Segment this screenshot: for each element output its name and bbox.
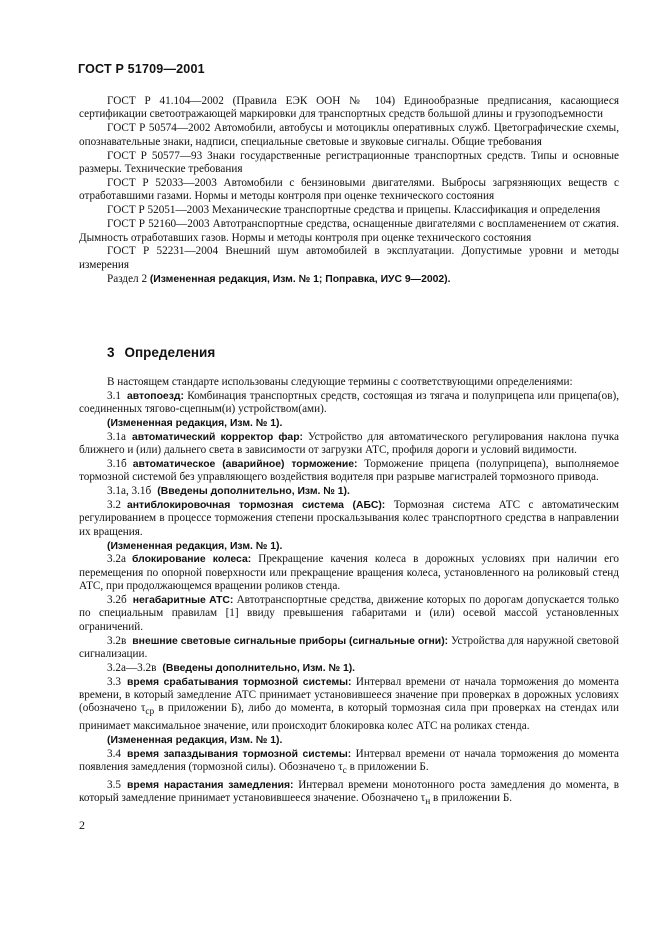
definition-number: 3.1а, 3.1б	[107, 485, 152, 498]
amendment-note: (Измененная редакция, Изм. № 1).	[107, 418, 283, 430]
amendment-note: (Измененная редакция, Изм. № 1).	[107, 734, 283, 746]
definition-number: 3.2а—3.2в	[107, 661, 157, 674]
reference-item: ГОСТ Р 52231—2004 Внешний шум автомобилей в эксплуатации. Допустимые уровни и методы измерения	[79, 245, 619, 271]
symbol-subscript: н	[425, 797, 431, 808]
definition-term: внешние световые сигнальные приборы (сигнальные огни):	[132, 635, 449, 647]
amendment-note: 3.1а, 3.1б (Введены дополнительно, Изм. № 1).	[107, 485, 350, 498]
definition-text: Интервал времени от начала торможения до момента времени, в который замедление АТС принимает установившееся значение при проверках в дорожных условиях (обозначено τ	[79, 675, 620, 715]
definition-item	[79, 458, 619, 485]
definition-number: 3.1б	[107, 458, 127, 471]
section-number: 3	[107, 345, 115, 360]
definition-item	[79, 594, 619, 634]
definition-term: время срабатывания тормозной системы:	[126, 676, 352, 688]
reference-item: ГОСТ Р 50574—2002 Автомобили, автобусы и мотоциклы оперативных служб. Цветографические схемы, опознавательные знаки, надписи, специальные световые и звуковые сигналы. Общие требования	[79, 122, 619, 148]
definition-number: 3.2б	[107, 594, 127, 606]
reference-item: ГОСТ Р 41.104—2002 (Правила ЕЭК ООН № 104) Единообразные предписания, касающиеся сертификации светоотражающей маркировки для транспортных средств большой длины и грузоподъемности	[79, 95, 619, 121]
reference-item: ГОСТ Р 52160—2003 Автотранспортные средства, оснащенные двигателями с воспламенением от сжатия. Дымность отработавших газов. Нормы и методы контроля при оценке технического состояния	[79, 218, 619, 244]
definition-item	[79, 748, 619, 779]
definition-term: автоматический корректор фар:	[131, 431, 304, 443]
definition-item	[79, 779, 619, 810]
definition-text: Прекращение качения колеса в дорожных условиях при наличии его перемещения по опорной поверхности или прекращение вращения колеса, установленного на роликовый стенд АТС, при продолжающемся вращении роликов стенда.	[79, 553, 619, 593]
definition-item	[79, 390, 619, 417]
definition-text: Интервал времени монотонного роста замедления до момента, в который замедление принимает установившееся значение. Обозначено τ	[79, 778, 619, 805]
definition-term: время нарастания замедления:	[126, 779, 294, 791]
definition-number: 3.2в	[107, 634, 127, 647]
definition-term: негабаритные АТС:	[132, 595, 234, 606]
reference-item: ГОСТ Р 52033—2003 Автомобили с бензиновыми двигателями. Выбросы загрязняющих веществ с отработавшими газами. Нормы и методы контроля при оценке технического состояния	[79, 176, 619, 203]
definition-text: в приложении Б), либо до момента, в который тормозная сила при проверках на стендах или принимает максимальное значение, или происходит блокировка колес АТС на роликах стенда.	[79, 702, 619, 732]
razdel-prefix: Раздел 2	[107, 272, 148, 285]
references-list	[79, 95, 619, 286]
definition-number: 3.5	[107, 778, 121, 791]
amendment-note: 3.2а—3.2в (Введены дополнительно, Изм. № 1).	[107, 661, 356, 674]
definition-text: Комбинация транспортных средств, состоящая из тягача и полуприцепа или прицепа(ов), соединенных тягово-сцепным(и) устройством(ами).	[79, 389, 620, 416]
definition-term: время запаздывания тормозной системы:	[126, 748, 352, 760]
symbol-subscript: с	[342, 766, 347, 777]
definition-text: Торможение прицепа (полуприцепа), выполняемое тормозной системой без управляющего воздействия водителя при разрыве магистралей тормозного привода.	[79, 458, 620, 484]
definition-text: Интервал времени от начала торможения до момента появления замедления (тормозной силы). Обозначено τ	[79, 747, 620, 773]
definition-number: 3.1а	[107, 430, 126, 443]
definition-term: автопоезд:	[126, 390, 184, 402]
document-header: ГОСТ Р 51709—2001	[78, 62, 205, 76]
page-number: 2	[79, 818, 85, 832]
definition-item	[79, 553, 619, 593]
definition-number: 3.1	[107, 389, 121, 402]
definition-term: автоматическое (аварийное) торможение:	[132, 459, 358, 471]
section-heading	[107, 345, 215, 360]
intro-text: В настоящем стандарте использованы следующие термины с соответствующими определениями:	[107, 376, 573, 388]
definitions-list	[79, 376, 619, 810]
symbol-subscript: ср	[145, 707, 155, 718]
definition-item	[79, 431, 619, 458]
section-title: Определения	[124, 345, 216, 360]
definition-item	[79, 635, 619, 662]
definition-term: блокирование колеса:	[131, 554, 252, 566]
definition-term: антиблокировочная тормозная система (АБС):	[126, 500, 386, 512]
amendment-note: (Измененная редакция, Изм. № 1; Поправка, ИУС 9—2002).	[149, 273, 451, 285]
definition-text: в приложении Б.	[430, 792, 513, 805]
definition-item	[79, 676, 619, 734]
definition-item	[79, 499, 619, 539]
definition-number: 3.4	[107, 747, 121, 760]
razdel-note	[79, 273, 619, 286]
definition-text: Устройство для автоматического регулирования наклона пучка ближнего и (или) дальнего света в зависимости от загрузки АТС, профиля дороги и условий видимости.	[79, 430, 619, 457]
definition-number: 3.3	[107, 675, 121, 688]
reference-item: ГОСТ Р 50577—93 Знаки государственные регистрационные транспортных средств. Типы и основные размеры. Технические требования	[79, 149, 619, 176]
definition-number: 3.2	[107, 499, 121, 512]
definition-text: Устройства для наружной световой сигнализации.	[79, 634, 620, 660]
amendment-note: (Измененная редакция, Изм. № 1).	[107, 540, 283, 552]
definition-text: в приложении Б.	[346, 760, 429, 773]
reference-item: ГОСТ Р 52051—2003 Механические транспортные средства и прицепы. Классификация и определения	[107, 204, 601, 217]
definition-number: 3.2а	[107, 553, 126, 566]
definition-text: Тормозная система АТС с автоматическим регулированием в процессе торможения степени проскальзывания колес транспортного средства в направлении их вращения.	[79, 499, 619, 538]
definition-text: Автотранспортные средства, движение которых по дорогам допускается только по специальным правилам [1] ввиду превышения габаритами и (или) осевой массой установленных ограничений.	[79, 594, 619, 633]
